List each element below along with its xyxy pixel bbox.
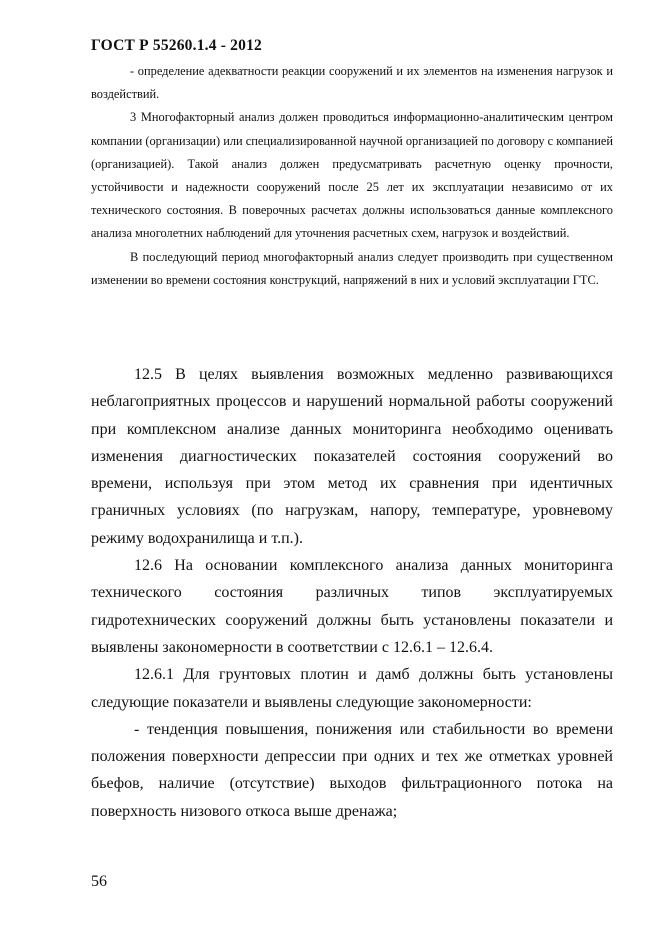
paragraph-small-3: В последующий период многофакторный анализ следует производить при существенном изменении во времени состояния конструкций, напряжений в них и условий эксплуатации ГТС.	[91, 249, 613, 287]
small-text-section	[91, 60, 613, 292]
main-text-section	[91, 361, 613, 825]
paragraph-12-6-1: 12.6.1 Для грунтовых плотин и дамб должны быть установлены следующие показатели и выявлены следующие закономерности:	[91, 666, 613, 711]
paragraph-12-5: 12.5 В целях выявления возможных медленно развивающихся неблагоприятных процессов и нарушений нормальной работы сооружений при комплексном анализе данных мониторинга необходимо оценивать изменения диагностических показателей состояния сооружений во времени, используя при этом метод их сравнения при идентичных граничных условиях (по нагрузкам, напору, температуре, уровневому режиму водохранилища и т.п.).	[91, 366, 613, 547]
document-header: ГОСТ Р 55260.1.4 - 2012	[91, 37, 262, 54]
paragraph-small-1: - определение адекватности реакции сооружений и их элементов на изменения нагрузок и воздействий.	[91, 64, 613, 102]
page-number: 56	[91, 873, 107, 890]
list-item-depression-surface: - тенденция повышения, понижения или стабильности во времени положения поверхности депрессии при одних и тех же отметках уровней бьефов, наличие (отсутствие) выходов фильтрационного потока на поверхность низового откоса выше дренажа;	[91, 720, 613, 820]
paragraph-12-6: 12.6 На основании комплексного анализа данных мониторинга технического состояния различных типов эксплуатируемых гидротехнических сооружений должны быть установлены показатели и выявлены закономерности в соответствии с 12.6.1 – 12.6.4.	[91, 557, 613, 656]
paragraph-small-2: 3 Многофакторный анализ должен проводиться информационно-аналитическим центром компании (организации) или специализированной научной организацией по договору с компанией (организацией). Такой анализ должен предусматривать расчетную оценку прочности, устойчивости и надежности сооружений после 25 лет их эксплуатации независимо от их технического состояния. В поверочных расчетах должны использоваться данные комплексного анализа многолетних наблюдений для уточнения расчетных схем, нагрузок и воздействий.	[91, 110, 613, 241]
